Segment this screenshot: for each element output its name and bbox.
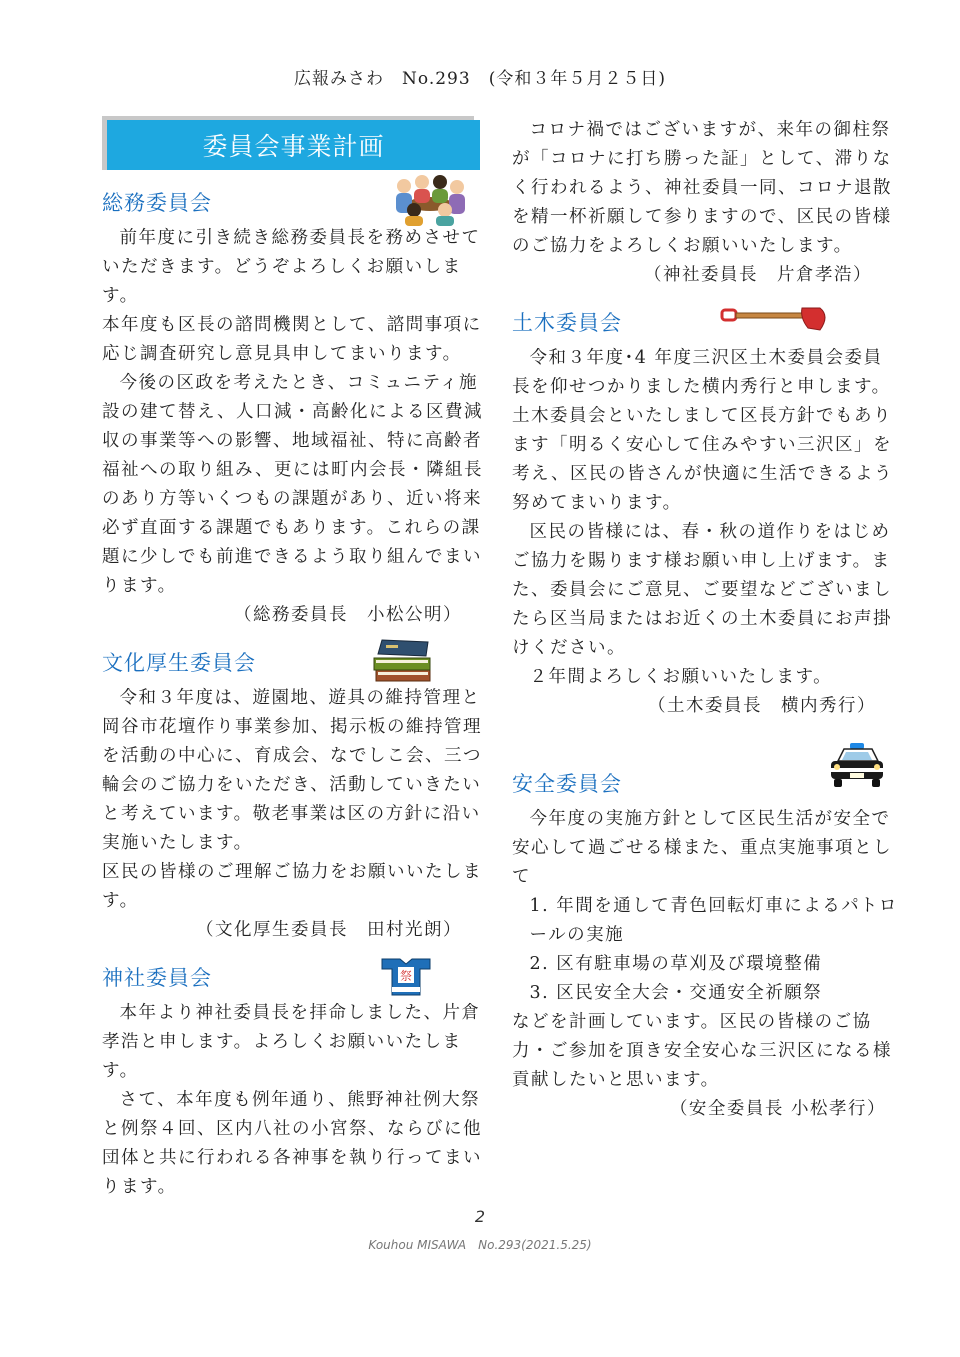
doboku-heading [512, 302, 900, 344]
page-number: 2 [474, 1207, 486, 1226]
page-header: 広報みさわ No.293 (令和３年５月２５日) [294, 69, 666, 89]
somu-paragraph-2: 本年度も区長の諮問機関として、諮問事項に応じ調査研究し意見具申してまいります。 [102, 315, 482, 364]
somu-paragraph-1: 前年度に引き続き総務委員長を務めさせていただきます。どうぞよろしくお願いします。 [102, 228, 481, 306]
footer-text: Kouhou MISAWA No.293(2021.5.25) [368, 1238, 592, 1252]
list-item: 2. 区有駐車場の草刈及び環境整備 [529, 954, 823, 974]
patrol-car-icon [828, 741, 886, 795]
doboku-paragraph-3: ２年間よろしくお願いいたします。 [529, 667, 833, 687]
somu-title: 総務委員会 [102, 191, 212, 215]
anzen-paragraph-2: などを計画しています。区民の皆様のご協力・ご参加を頂き安全安心な三沢区になる様貢献したいと思います。 [512, 1012, 892, 1090]
doboku-signature: （土木委員長 横内秀行） [648, 696, 876, 716]
anzen-title: 安全委員会 [512, 772, 622, 796]
anzen-heading [512, 763, 900, 805]
doboku-title: 土木委員会 [512, 311, 622, 335]
bunka-heading [102, 642, 490, 684]
right-column [512, 116, 900, 1124]
section-banner [102, 116, 480, 170]
shovel-icon [720, 302, 832, 340]
jinja-signature: （神社委員長 片倉孝浩） [644, 265, 872, 285]
banner-title: 委員会事業計画 [107, 120, 480, 170]
jinja-paragraph-3: コロナ禍ではございますが、来年の御柱祭が「コロナに打ち勝った証」として、滞りなく行われるよう、神社委員一同、コロナ退散を精一杯祈願して参りますので、区民の皆様のご協力をよろしくお願いいたします。 [512, 120, 892, 256]
bunka-paragraph-2: 区民の皆様のご理解ご協力をお願いいたします。 [102, 862, 482, 911]
left-column [102, 116, 490, 1202]
anzen-list [512, 892, 900, 1008]
bunka-signature: （文化厚生委員長 田村光朗） [196, 920, 462, 940]
doboku-paragraph-2: 区民の皆様には、春・秋の道作りをはじめご協力を賜ります様お願い申し上げます。また、委員会にご意見、ご要望などございましたら区当局またはお近くの土木委員にお声掛けください。 [512, 522, 892, 658]
festival-happi-icon [380, 955, 432, 1001]
jinja-heading [102, 957, 490, 999]
people-meeting-icon [390, 174, 470, 230]
somu-paragraph-3: 今後の区政を考えたとき、コミュニティ施設の建て替え、人口減・高齢化による区費減収の事業等への影響、地域福祉、特に高齢者福祉への取り組み、更には町内会長・隣組長のあり方等いくつもの課題があり、近い将来必ず直面する課題でもあります。これらの課題に少しでも前進できるよう取り組んでまいります。 [102, 373, 484, 596]
books-icon [372, 636, 434, 688]
anzen-signature: （安全委員長 小松孝行） [669, 1099, 886, 1119]
anzen-paragraph-1: 今年度の実施方針として区民生活が安全で安心して過ごせる様また、重点実施事項として [512, 809, 892, 887]
somu-signature: （総務委員長 小松公明） [234, 605, 462, 625]
svg-text:祭: 祭 [399, 969, 413, 983]
jinja-paragraph-1: 本年より神社委員長を拝命しました、片倉孝浩と申します。よろしくお願いいたします。 [102, 1003, 481, 1081]
list-item: 1. 年間を通して青色回転灯車によるパトロールの実施 [529, 896, 898, 945]
somu-heading [102, 182, 490, 224]
list-item: 3. 区民安全大会・交通安全祈願祭 [529, 983, 823, 1003]
bunka-paragraph-1: 令和３年度は、遊園地、遊具の維持管理と岡谷市花壇作り事業参加、掲示板の維持管理を活動の中心に、育成会、なでしこ会、三つ輪会のご協力をいただき、活動していきたいと考えています。敬老事業は区の方針に沿い実施いたします。 [102, 688, 482, 853]
doboku-paragraph-1: 令和３年度･4 年度三沢区土木委員会委員長を仰せつかりました横内秀行と申します。土木委員会といたしまして区長方針でもあります「明るく安心して住みやすい三沢区」を考え、区民の皆さんが快適に生活できるよう努めてまいります。 [512, 348, 894, 513]
jinja-paragraph-2: さて、本年度も例年通り、熊野神社例大祭と例祭４回、区内八社の小宮祭、ならびに他団体と共に行われる各神事を執り行ってまいります。 [102, 1090, 482, 1197]
bunka-title: 文化厚生委員会 [102, 651, 256, 675]
jinja-title: 神社委員会 [102, 966, 212, 990]
